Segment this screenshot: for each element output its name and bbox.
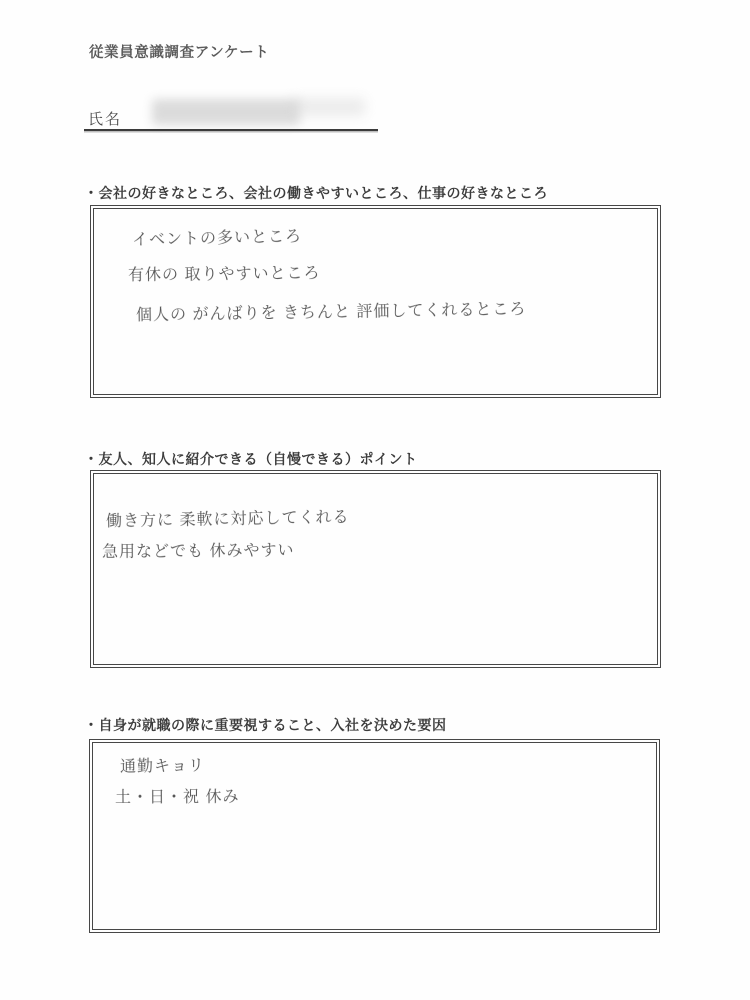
name-field-label: 氏名 [88, 111, 123, 128]
question-1-answer-box [90, 205, 661, 398]
page-title: 従業員意識調査アンケート [89, 45, 270, 61]
name-underline [84, 129, 378, 131]
handwritten-answer: 通勤キョリ [119, 757, 206, 776]
name-redacted-blur [152, 99, 300, 125]
question-3-label: ・自身が就職の際に重要視すること、入社を決めた要因 [84, 717, 447, 733]
handwritten-answer: 働き方に 柔軟に対応してくれる [105, 508, 350, 531]
question-2-answer-box [90, 470, 661, 668]
handwritten-answer: 有休の 取りやすいところ [127, 264, 321, 285]
question-1-label: ・会社の好きなところ、会社の働きやすいところ、仕事の好きなところ [84, 185, 548, 201]
question-3-answer-box [89, 739, 660, 933]
name-redacted-blur-faint [293, 98, 365, 116]
handwritten-answer: イベントの多いところ [131, 228, 303, 249]
question-2-label: ・友人、知人に紹介できる（自慢できる）ポイント [84, 451, 418, 467]
handwritten-answer: 個人の がんばりを きちんと 評価してくれるところ [135, 300, 527, 325]
handwritten-answer: 土・日・祝 休み [114, 788, 240, 807]
handwritten-answer: 急用などでも 休みやすい [101, 542, 295, 561]
